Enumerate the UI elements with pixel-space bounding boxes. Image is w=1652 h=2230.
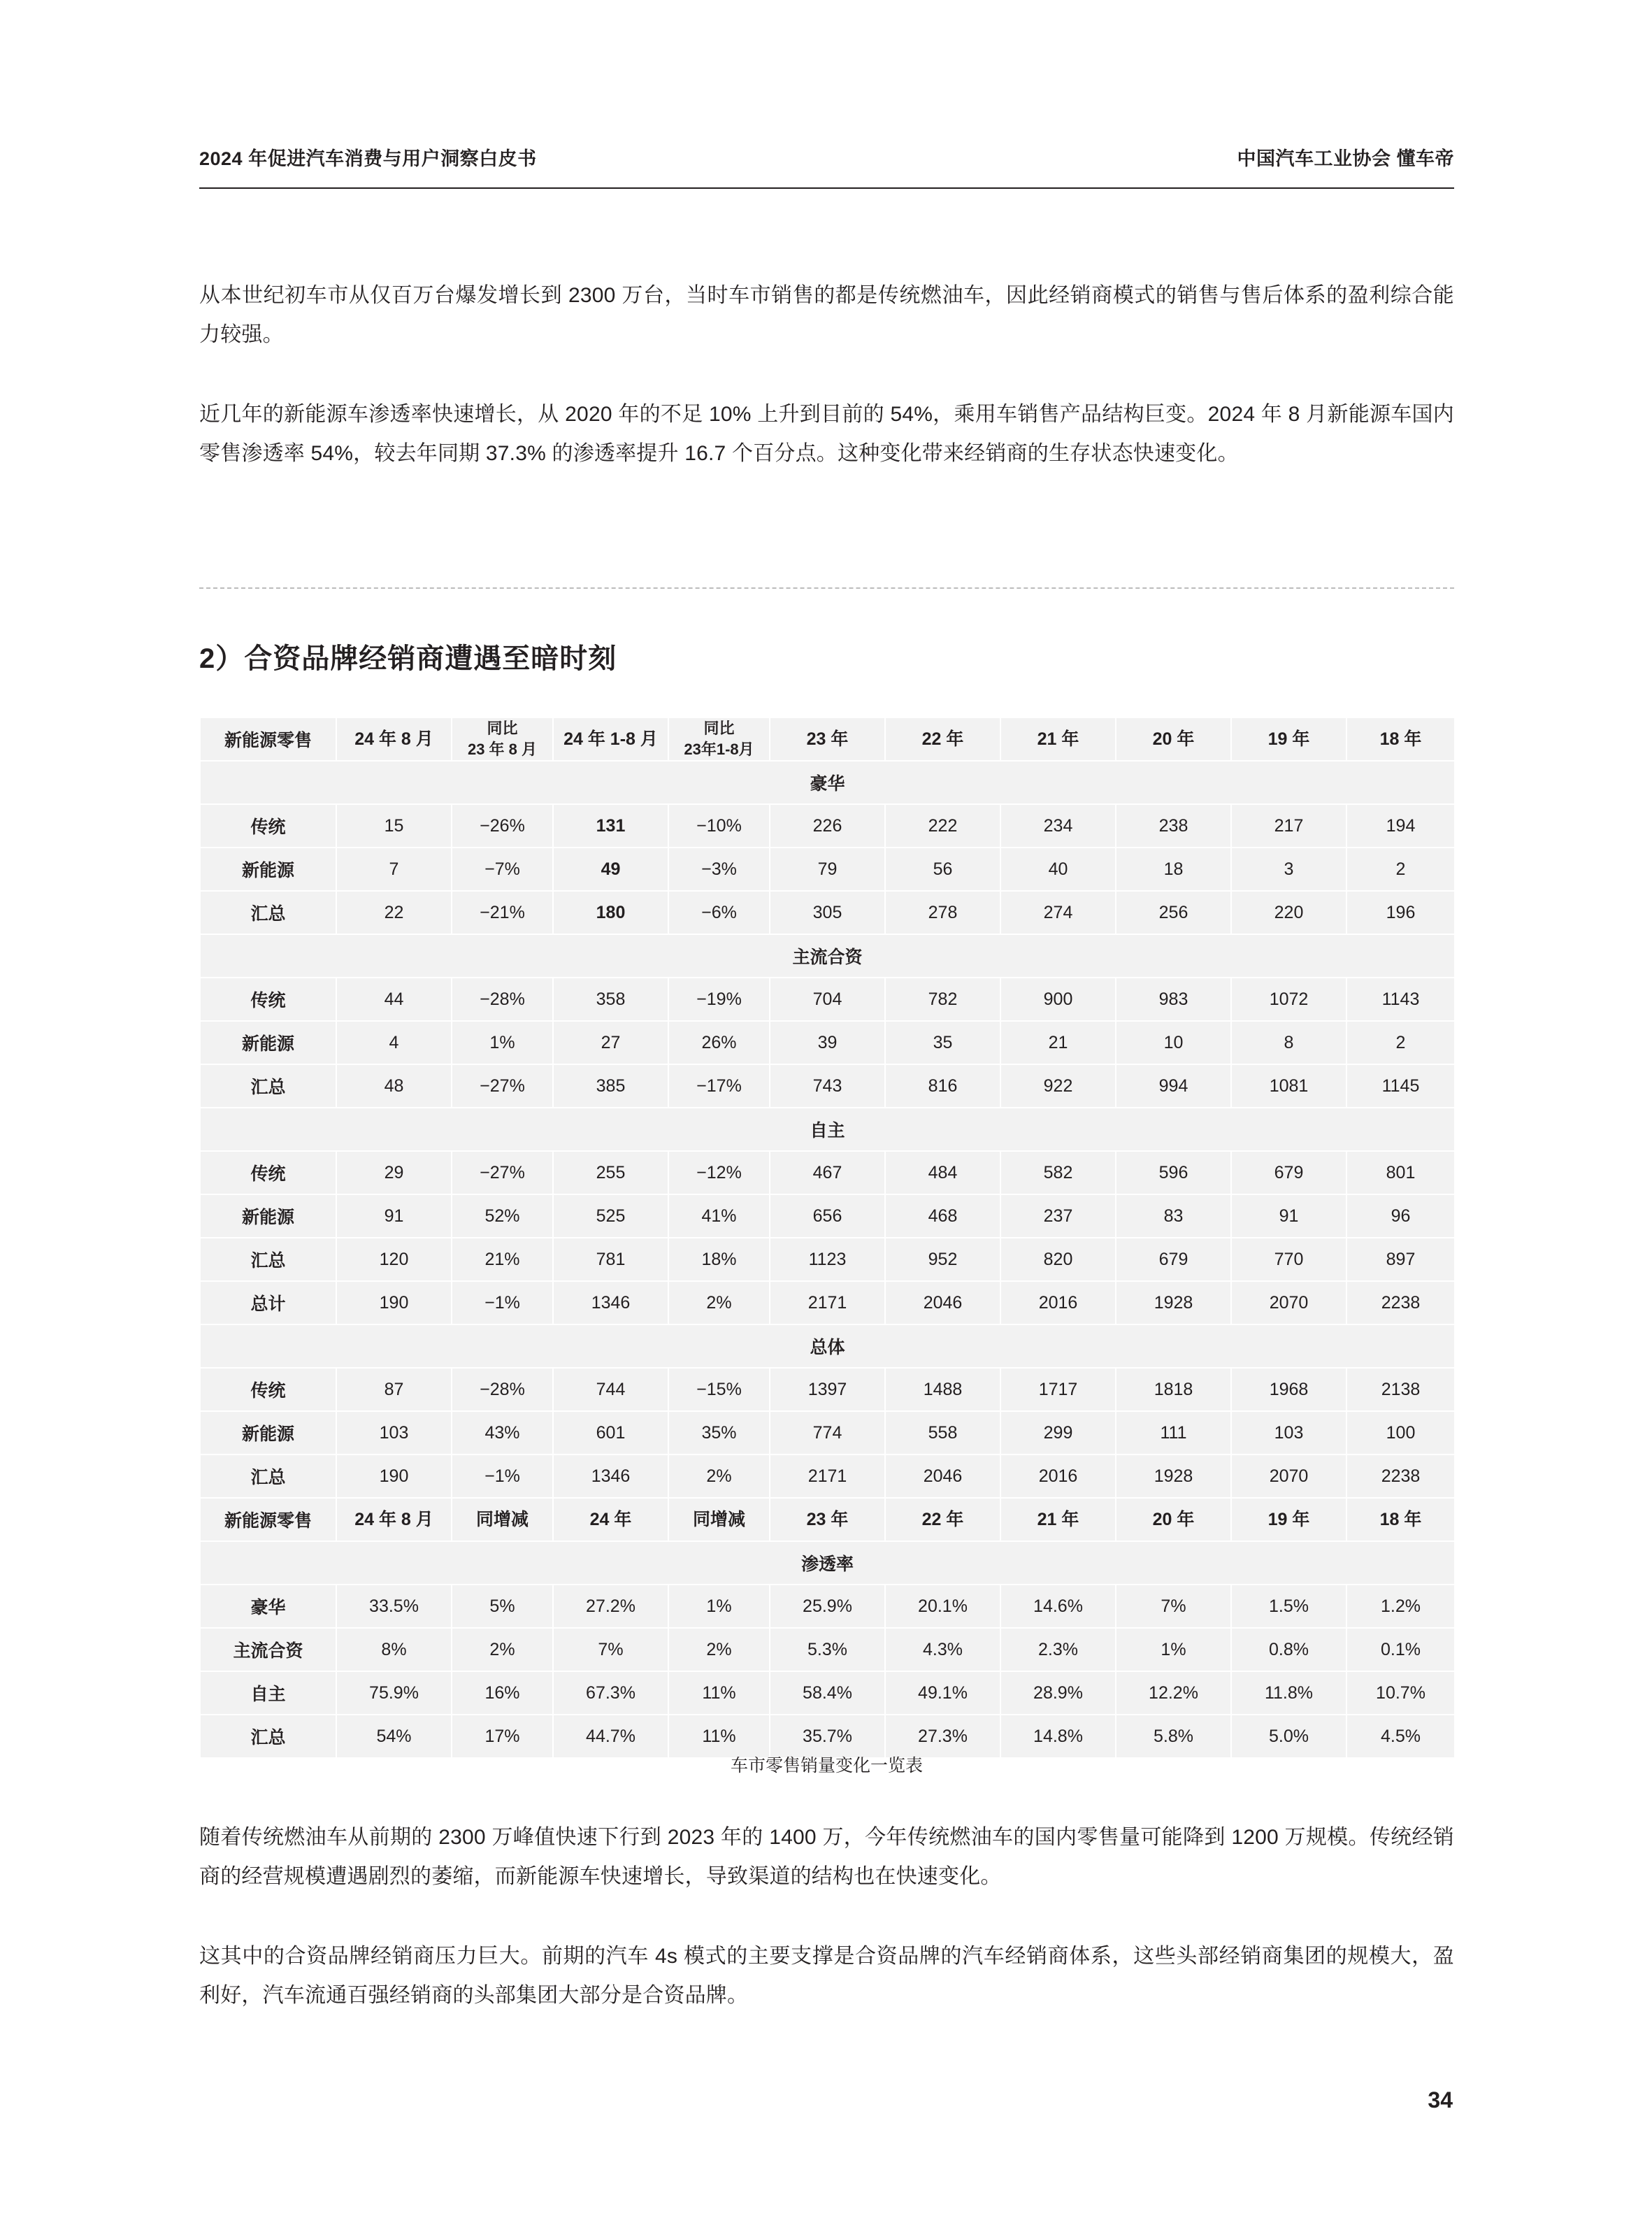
section-divider	[199, 587, 1454, 589]
cell: 256	[1116, 891, 1231, 934]
cell: 1968	[1231, 1368, 1346, 1411]
table-header-cell: 18 年	[1346, 717, 1455, 761]
cell: 1072	[1231, 978, 1346, 1021]
cell: 1928	[1116, 1454, 1231, 1498]
cell: 1145	[1346, 1064, 1455, 1108]
cell: 1818	[1116, 1368, 1231, 1411]
cell: 27	[553, 1021, 668, 1064]
cell: 39	[770, 1021, 885, 1064]
cell: 11%	[668, 1715, 770, 1758]
cell: 2171	[770, 1281, 885, 1324]
cell: 1.5%	[1231, 1585, 1346, 1628]
cell: −7%	[452, 848, 553, 891]
cell: 234	[1000, 804, 1116, 848]
cell: 274	[1000, 891, 1116, 934]
cell: 305	[770, 891, 885, 934]
cell: 774	[770, 1411, 885, 1454]
cell: 704	[770, 978, 885, 1021]
header-title-left: 2024 年促进汽车消费与用户洞察白皮书	[199, 148, 537, 169]
cell: 56	[885, 848, 1000, 891]
cell: 468	[885, 1194, 1000, 1238]
cell: 79	[770, 848, 885, 891]
table-row	[200, 1151, 1455, 1194]
cell: 1%	[668, 1585, 770, 1628]
cell: 7%	[1116, 1585, 1231, 1628]
cell: 255	[553, 1151, 668, 1194]
table-header-cell: 22 年	[885, 717, 1000, 761]
table-header-cell: 18 年	[1346, 1498, 1455, 1541]
cell: 40	[1000, 848, 1116, 891]
table-row	[200, 1368, 1455, 1411]
cell: 2046	[885, 1454, 1000, 1498]
row-label: 传统	[200, 978, 336, 1021]
section-title: 2）合资品牌经销商遭遇至暗时刻	[199, 643, 617, 674]
header-divider	[199, 187, 1454, 189]
row-label: 自主	[200, 1671, 336, 1715]
cell: 217	[1231, 804, 1346, 848]
page-number: 34	[1428, 2087, 1453, 2113]
cell: 14.8%	[1000, 1715, 1116, 1758]
table-header-cell: 20 年	[1116, 1498, 1231, 1541]
paragraph-4: 这其中的合资品牌经销商压力巨大。前期的汽车 4s 模式的主要支撑是合资品牌的汽车经销商体系，这些头部经销商集团的规模大，盈利好，汽车流通百强经销商的头部集团大部分是合资品牌。	[199, 1945, 1454, 2007]
cell: 15	[336, 804, 452, 848]
cell: 1346	[553, 1281, 668, 1324]
row-label: 新能源	[200, 1021, 336, 1064]
cell: −19%	[668, 978, 770, 1021]
cell: −15%	[668, 1368, 770, 1411]
table-band-row-luxury	[200, 761, 1455, 804]
band-label-own: 自主	[200, 1108, 1455, 1151]
cell: 43%	[452, 1411, 553, 1454]
table-row	[200, 1671, 1455, 1715]
cell: 679	[1231, 1151, 1346, 1194]
header-line-1: 同比	[487, 720, 518, 737]
cell: 2171	[770, 1454, 885, 1498]
cell: 22	[336, 891, 452, 934]
cell: 4.5%	[1346, 1715, 1455, 1758]
table-row	[200, 1454, 1455, 1498]
cell: 900	[1000, 978, 1116, 1021]
table-header-cell: 同增减	[452, 1498, 553, 1541]
cell: 4.3%	[885, 1628, 1000, 1671]
table-header-cell: 同增减	[668, 1498, 770, 1541]
cell: 14.6%	[1000, 1585, 1116, 1628]
table-row	[200, 1064, 1455, 1108]
row-label: 汇总	[200, 1238, 336, 1281]
row-label: 传统	[200, 804, 336, 848]
cell: 679	[1116, 1238, 1231, 1281]
cell: 25.9%	[770, 1585, 885, 1628]
paragraph-3: 随着传统燃油车从前期的 2300 万峰值快速下行到 2023 年的 1400 万，今年传统燃油车的国内零售量可能降到 1200 万规模。传统经销商的经营规模遭遇剧烈的萎缩，而新能源车快速增长，导致渠道的结构也在快速变化。	[199, 1826, 1454, 1888]
cell: 18%	[668, 1238, 770, 1281]
row-label: 新能源	[200, 1411, 336, 1454]
cell: −28%	[452, 1368, 553, 1411]
cell: 781	[553, 1238, 668, 1281]
cell: −17%	[668, 1064, 770, 1108]
table-header-row-2	[200, 1498, 1455, 1541]
row-label: 总计	[200, 1281, 336, 1324]
cell: 35.7%	[770, 1715, 885, 1758]
cell: 226	[770, 804, 885, 848]
header-title-right: 中国汽车工业协会 懂车帝	[1237, 148, 1454, 169]
table-header-cell: 19 年	[1231, 1498, 1346, 1541]
table-row	[200, 1585, 1455, 1628]
cell: −28%	[452, 978, 553, 1021]
cell: 897	[1346, 1238, 1455, 1281]
cell: 131	[553, 804, 668, 848]
cell: 1488	[885, 1368, 1000, 1411]
table-header-cell	[668, 717, 770, 761]
cell: 26%	[668, 1021, 770, 1064]
cell: 816	[885, 1064, 1000, 1108]
cell: 96	[1346, 1194, 1455, 1238]
cell: 20.1%	[885, 1585, 1000, 1628]
cell: 237	[1000, 1194, 1116, 1238]
row-label: 汇总	[200, 1715, 336, 1758]
cell: 467	[770, 1151, 885, 1194]
cell: 601	[553, 1411, 668, 1454]
cell: 35	[885, 1021, 1000, 1064]
cell: 385	[553, 1064, 668, 1108]
row-label: 汇总	[200, 891, 336, 934]
table-header-cell: 23 年	[770, 717, 885, 761]
paragraph-2: 近几年的新能源车渗透率快速增长，从 2020 年的不足 10% 上升到目前的 54%，乘用车销售产品结构巨变。2024 年 8 月新能源车国内零售渗透率 54%，较去年同期 37.3% 的渗透率提升 16.7 个百分点。这种变化带来经销商的生存状态快速变化。	[199, 403, 1454, 465]
band-label-luxury: 豪华	[200, 761, 1455, 804]
cell: −10%	[668, 804, 770, 848]
cell: 10.7%	[1346, 1671, 1455, 1715]
cell: 180	[553, 891, 668, 934]
retail-sales-table-container	[199, 717, 1454, 1759]
cell: 1717	[1000, 1368, 1116, 1411]
cell: 1123	[770, 1238, 885, 1281]
cell: 5.3%	[770, 1628, 885, 1671]
header-line-2: 23年1-8月	[684, 741, 754, 758]
cell: 7%	[553, 1628, 668, 1671]
cell: 2016	[1000, 1454, 1116, 1498]
cell: 7	[336, 848, 452, 891]
cell: 2	[1346, 1021, 1455, 1064]
cell: −1%	[452, 1281, 553, 1324]
table-band-row-own	[200, 1108, 1455, 1151]
cell: 27.3%	[885, 1715, 1000, 1758]
cell: 12.2%	[1116, 1671, 1231, 1715]
cell: 1346	[553, 1454, 668, 1498]
table-row	[200, 1194, 1455, 1238]
table-header-cell: 20 年	[1116, 717, 1231, 761]
cell: 120	[336, 1238, 452, 1281]
retail-sales-table	[199, 717, 1456, 1759]
cell: 525	[553, 1194, 668, 1238]
cell: 1.2%	[1346, 1585, 1455, 1628]
cell: 44.7%	[553, 1715, 668, 1758]
cell: 190	[336, 1454, 452, 1498]
cell: 801	[1346, 1151, 1455, 1194]
cell: 743	[770, 1064, 885, 1108]
cell: 35%	[668, 1411, 770, 1454]
row-label: 传统	[200, 1368, 336, 1411]
cell: 299	[1000, 1411, 1116, 1454]
band-label-overall: 总体	[200, 1324, 1455, 1368]
cell: −3%	[668, 848, 770, 891]
cell: 1%	[1116, 1628, 1231, 1671]
cell: 0.1%	[1346, 1628, 1455, 1671]
cell: 52%	[452, 1194, 553, 1238]
table-header-cell: 24 年 1-8 月	[553, 717, 668, 761]
cell: 87	[336, 1368, 452, 1411]
cell: 111	[1116, 1411, 1231, 1454]
cell: −6%	[668, 891, 770, 934]
table-row	[200, 891, 1455, 934]
band-label-penetration: 渗透率	[200, 1541, 1455, 1585]
table-row	[200, 1021, 1455, 1064]
cell: 1928	[1116, 1281, 1231, 1324]
cell: 16%	[452, 1671, 553, 1715]
cell: 1%	[452, 1021, 553, 1064]
cell: 100	[1346, 1411, 1455, 1454]
cell: 8%	[336, 1628, 452, 1671]
cell: 1143	[1346, 978, 1455, 1021]
table-header-cell: 24 年 8 月	[336, 717, 452, 761]
row-label: 传统	[200, 1151, 336, 1194]
cell: 1081	[1231, 1064, 1346, 1108]
cell: 49.1%	[885, 1671, 1000, 1715]
row-label: 新能源	[200, 1194, 336, 1238]
row-label: 新能源	[200, 848, 336, 891]
cell: 2.3%	[1000, 1628, 1116, 1671]
table-row	[200, 978, 1455, 1021]
cell: 220	[1231, 891, 1346, 934]
cell: 194	[1346, 804, 1455, 848]
cell: −1%	[452, 1454, 553, 1498]
table-header-cell: 23 年	[770, 1498, 885, 1541]
table-header-cell: 22 年	[885, 1498, 1000, 1541]
cell: 2%	[668, 1281, 770, 1324]
cell: 222	[885, 804, 1000, 848]
table-row	[200, 1411, 1455, 1454]
header-line-2: 23 年 8 月	[467, 741, 538, 758]
cell: 2070	[1231, 1281, 1346, 1324]
table-header-cell: 新能源零售	[200, 1498, 336, 1541]
table-row-total	[200, 1281, 1455, 1324]
cell: 2238	[1346, 1281, 1455, 1324]
table-row	[200, 1238, 1455, 1281]
cell: 782	[885, 978, 1000, 1021]
cell: 67.3%	[553, 1671, 668, 1715]
cell: 58.4%	[770, 1671, 885, 1715]
cell: 744	[553, 1368, 668, 1411]
cell: −12%	[668, 1151, 770, 1194]
row-label: 主流合资	[200, 1628, 336, 1671]
cell: 28.9%	[1000, 1671, 1116, 1715]
cell: −27%	[452, 1064, 553, 1108]
table-header-cell: 24 年	[553, 1498, 668, 1541]
cell: 2	[1346, 848, 1455, 891]
cell: 18	[1116, 848, 1231, 891]
table-header-cell: 21 年	[1000, 1498, 1116, 1541]
cell: 2%	[452, 1628, 553, 1671]
cell: 21%	[452, 1238, 553, 1281]
cell: 41%	[668, 1194, 770, 1238]
cell: 820	[1000, 1238, 1116, 1281]
row-label: 汇总	[200, 1064, 336, 1108]
cell: 8	[1231, 1021, 1346, 1064]
cell: 17%	[452, 1715, 553, 1758]
cell: 238	[1116, 804, 1231, 848]
cell: 2070	[1231, 1454, 1346, 1498]
table-header-cell: 24 年 8 月	[336, 1498, 452, 1541]
table-row	[200, 848, 1455, 891]
cell: 558	[885, 1411, 1000, 1454]
table-band-row-penetration	[200, 1541, 1455, 1585]
cell: 2046	[885, 1281, 1000, 1324]
cell: 952	[885, 1238, 1000, 1281]
cell: 103	[336, 1411, 452, 1454]
cell: 11.8%	[1231, 1671, 1346, 1715]
cell: −27%	[452, 1151, 553, 1194]
table-header-cell: 21 年	[1000, 717, 1116, 761]
cell: 5.8%	[1116, 1715, 1231, 1758]
cell: 91	[1231, 1194, 1346, 1238]
table-header-cell: 19 年	[1231, 717, 1346, 761]
cell: 582	[1000, 1151, 1116, 1194]
header-line-1: 同比	[703, 720, 735, 737]
cell: 11%	[668, 1671, 770, 1715]
cell: 196	[1346, 891, 1455, 934]
table-caption: 车市零售销量变化一览表	[730, 1756, 923, 1775]
cell: 49	[553, 848, 668, 891]
cell: 2138	[1346, 1368, 1455, 1411]
cell: 103	[1231, 1411, 1346, 1454]
cell: 33.5%	[336, 1585, 452, 1628]
cell: 484	[885, 1151, 1000, 1194]
table-row	[200, 1628, 1455, 1671]
table-band-row-overall	[200, 1324, 1455, 1368]
row-label: 汇总	[200, 1454, 336, 1498]
table-band-row-joint	[200, 934, 1455, 978]
page-header	[199, 143, 1454, 171]
cell: 10	[1116, 1021, 1231, 1064]
cell: 0.8%	[1231, 1628, 1346, 1671]
cell: 1397	[770, 1368, 885, 1411]
cell: 44	[336, 978, 452, 1021]
cell: 3	[1231, 848, 1346, 891]
cell: 83	[1116, 1194, 1231, 1238]
cell: 770	[1231, 1238, 1346, 1281]
cell: 190	[336, 1281, 452, 1324]
cell: 75.9%	[336, 1671, 452, 1715]
cell: 29	[336, 1151, 452, 1194]
cell: 5%	[452, 1585, 553, 1628]
cell: −26%	[452, 804, 553, 848]
cell: 5.0%	[1231, 1715, 1346, 1758]
cell: 2%	[668, 1454, 770, 1498]
cell: 596	[1116, 1151, 1231, 1194]
cell: 91	[336, 1194, 452, 1238]
cell: 983	[1116, 978, 1231, 1021]
cell: 4	[336, 1021, 452, 1064]
band-label-joint: 主流合资	[200, 934, 1455, 978]
cell: 358	[553, 978, 668, 1021]
cell: 21	[1000, 1021, 1116, 1064]
cell: 27.2%	[553, 1585, 668, 1628]
cell: −21%	[452, 891, 553, 934]
cell: 48	[336, 1064, 452, 1108]
cell: 54%	[336, 1715, 452, 1758]
table-header-cell	[452, 717, 553, 761]
cell: 2238	[1346, 1454, 1455, 1498]
cell: 2016	[1000, 1281, 1116, 1324]
table-row	[200, 804, 1455, 848]
cell: 2%	[668, 1628, 770, 1671]
cell: 922	[1000, 1064, 1116, 1108]
paragraph-1: 从本世纪初车市从仅百万台爆发增长到 2300 万台，当时车市销售的都是传统燃油车，因此经销商模式的销售与售后体系的盈利综合能力较强。	[199, 284, 1454, 346]
table-header-row	[200, 717, 1455, 761]
table-header-cell: 新能源零售	[200, 717, 336, 761]
row-label: 豪华	[200, 1585, 336, 1628]
cell: 656	[770, 1194, 885, 1238]
cell: 278	[885, 891, 1000, 934]
cell: 994	[1116, 1064, 1231, 1108]
